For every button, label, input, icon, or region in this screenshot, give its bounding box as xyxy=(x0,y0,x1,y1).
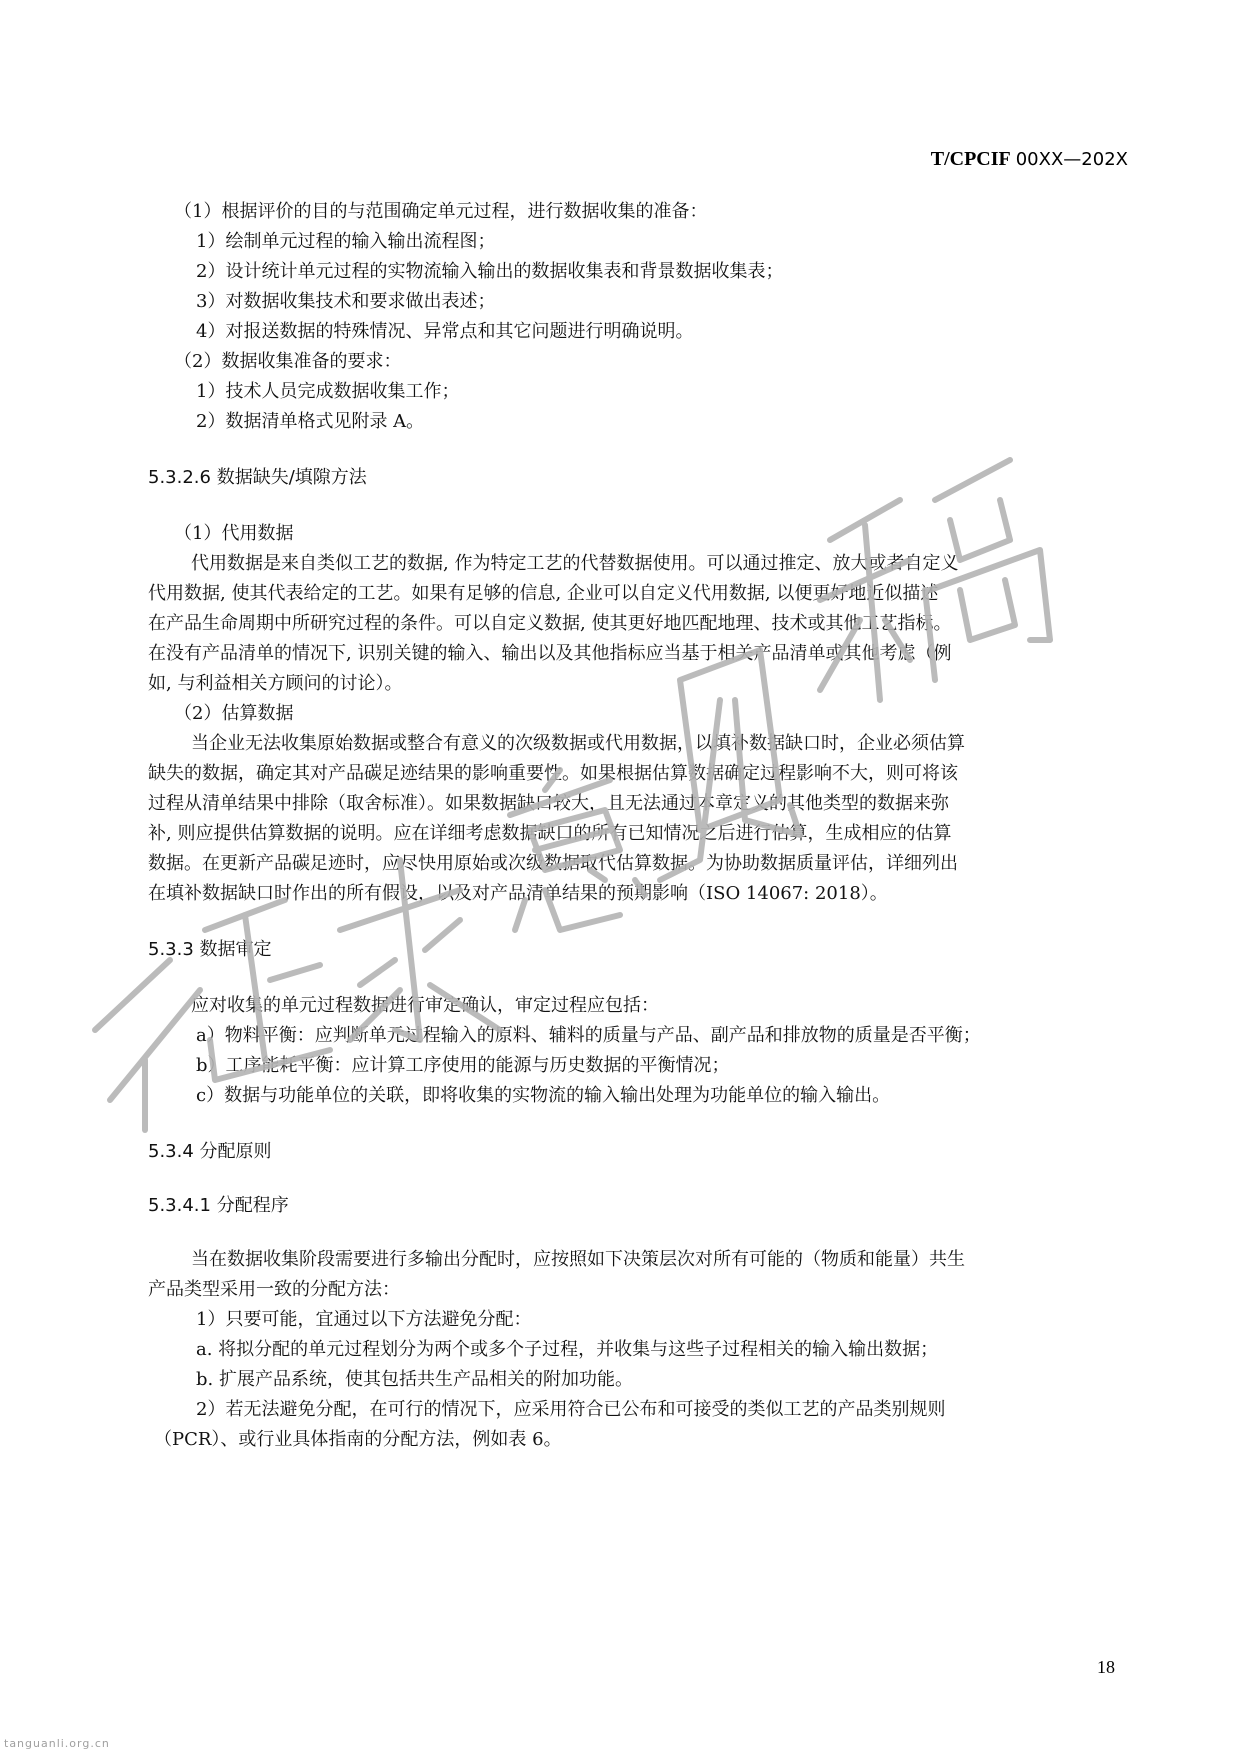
paragraph-line: 在产品生命周期中所研究过程的条件。可以自定义数据, 使其更好地匹配地理、技术或其他工艺指标。 xyxy=(148,613,952,634)
paragraph-line: 2）若无法避免分配，在可行的情况下，应采用符合已公布和可接受的类似工艺的产品类别规则 xyxy=(196,1399,946,1420)
standard-code xyxy=(931,148,1128,171)
paragraph-line: 3）对数据收集技术和要求做出表述； xyxy=(196,291,496,312)
paragraph-line: 如, 与利益相关方顾问的讨论）。 xyxy=(148,673,403,694)
section-heading: 5.3.2.6 数据缺失/填隙方法 xyxy=(148,467,367,488)
paragraph-line: （1）代用数据 xyxy=(174,523,294,544)
paragraph-line: 1）只要可能，宜通过以下方法避免分配： xyxy=(196,1309,532,1330)
section-heading: 5.3.4.1 分配程序 xyxy=(148,1195,289,1216)
paragraph-line: （PCR）、或行业具体指南的分配方法，例如表 6。 xyxy=(154,1429,562,1450)
paragraph-line: 产品类型采用一致的分配方法： xyxy=(148,1279,400,1300)
paragraph-line: 过程从清单结果中排除（取舍标准）。如果数据缺口较大，且无法通过本章定义的其他类型的数据来弥 xyxy=(148,793,949,814)
paragraph-line: 当在数据收集阶段需要进行多输出分配时，应按照如下决策层次对所有可能的（物质和能量）共生 xyxy=(191,1249,965,1270)
paragraph-line: 数据。在更新产品碳足迹时，应尽快用原始或次级数据取代估算数据。为协助数据质量评估，详细列出 xyxy=(148,853,958,874)
paragraph-line: 缺失的数据，确定其对产品碳足迹结果的影响重要性。如果根据估算数据确定过程影响不大，则可将该 xyxy=(148,763,958,784)
paragraph-line: c）数据与功能单位的关联，即将收集的实物流的输入输出处理为功能单位的输入输出。 xyxy=(196,1085,891,1106)
standard-code-prefix: T/CPCIF xyxy=(930,148,1011,170)
paragraph-line: 1）绘制单元过程的输入输出流程图； xyxy=(196,231,496,252)
paragraph-line: 代用数据, 使其代表给定的工艺。如果有足够的信息, 企业可以自定义代用数据, 以便更好地近似描述 xyxy=(148,583,939,604)
paragraph-line: 在填补数据缺口时作出的所有假设，以及对产品清单结果的预期影响（ISO 14067: 2018）。 xyxy=(148,883,888,904)
paragraph-line: a）物料平衡：应判断单元过程输入的原料、辅料的质量与产品、副产品和排放物的质量是否平衡； xyxy=(196,1025,981,1046)
paragraph-line: 在没有产品清单的情况下, 识别关键的输入、输出以及其他指标应当基于相关产品清单或其他考虑（例 xyxy=(148,643,952,664)
paragraph-line: 4）对报送数据的特殊情况、异常点和其它问题进行明确说明。 xyxy=(196,321,694,342)
standard-code-number: 00XX—202X xyxy=(1015,149,1128,170)
paragraph-line: （1）根据评价的目的与范围确定单元过程，进行数据收集的准备： xyxy=(174,201,708,222)
paragraph-line: a. 将拟分配的单元过程划分为两个或多个子过程，并收集与这些子过程相关的输入输出数据； xyxy=(196,1339,939,1360)
paragraph-line: 当企业无法收集原始数据或整合有意义的次级数据或代用数据，以填补数据缺口时，企业必须估算 xyxy=(191,733,965,754)
paragraph-line: b. 扩展产品系统，使其包括共生产品相关的附加功能。 xyxy=(196,1369,633,1390)
page-number: 18 xyxy=(1097,1657,1115,1677)
paragraph-line: 1）技术人员完成数据收集工作； xyxy=(196,381,460,402)
paragraph-line: b）工序能耗平衡：应计算工序使用的能源与历史数据的平衡情况； xyxy=(196,1055,730,1076)
paragraph-line: 2）设计统计单元过程的实物流输入输出的数据收集表和背景数据收集表； xyxy=(196,261,784,282)
paragraph-line: （2）数据收集准备的要求： xyxy=(174,351,402,372)
footer-site-text: tanguanli.org.cn xyxy=(4,1737,110,1750)
paragraph-line: （2）估算数据 xyxy=(174,703,294,724)
paragraph-line: 代用数据是来自类似工艺的数据, 作为特定工艺的代替数据使用。可以通过推定、放大或者自定义 xyxy=(191,553,959,574)
paragraph-line: 2）数据清单格式见附录 A。 xyxy=(196,411,425,432)
paragraph-line: 补, 则应提供估算数据的说明。应在详细考虑数据缺口的所有已知情况之后进行估算，生成相应的估算 xyxy=(148,823,952,844)
section-heading: 5.3.4 分配原则 xyxy=(148,1141,272,1162)
paragraph-line: 应对收集的单元过程数据进行审定确认，审定过程应包括： xyxy=(191,995,659,1016)
section-heading: 5.3.3 数据审定 xyxy=(148,939,272,960)
